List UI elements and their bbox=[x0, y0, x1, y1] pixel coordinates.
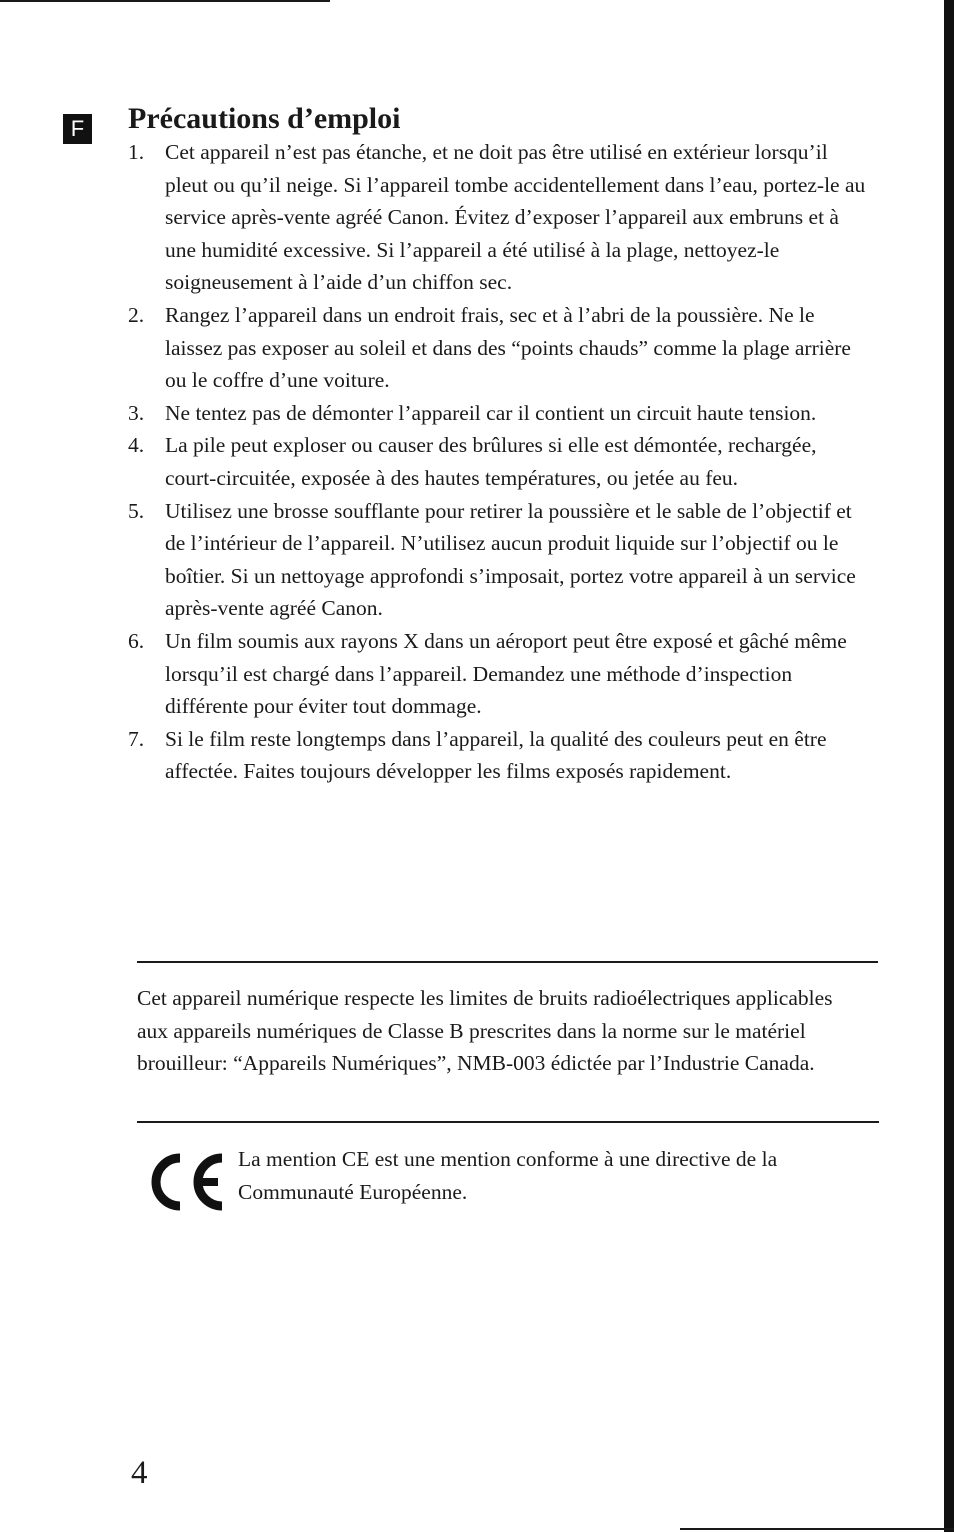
item-number: 5. bbox=[128, 498, 145, 523]
canada-notice: Cet appareil numérique respecte les limites de bruits radioélectriques applicables aux appareils numériques de Classe B prescrites dans la norme sur le matériel brouilleur: “Appareils Numériques”, NMB-003 édictée par l’Industrie Canada. bbox=[137, 986, 833, 1075]
language-badge: F bbox=[63, 114, 92, 144]
item-number: 4. bbox=[128, 433, 145, 458]
divider bbox=[137, 1121, 879, 1123]
ce-mark-icon bbox=[144, 1150, 228, 1214]
top-rule bbox=[0, 0, 330, 2]
item-number: 7. bbox=[128, 726, 145, 751]
item-number: 2. bbox=[128, 302, 145, 327]
page-edge bbox=[944, 0, 954, 1532]
item-text: Rangez l’appareil dans un endroit frais, sec et à l’abri de la poussière. Ne le laissez pas exposer au soleil et dans des “points chauds” comme la plage arrière ou le coffre d’une voiture. bbox=[165, 302, 851, 393]
list-item bbox=[128, 299, 873, 397]
item-number: 1. bbox=[128, 140, 145, 164]
item-text: Utilisez une brosse soufflante pour retirer la poussière et le sable de l’objectif et de l’intérieur de l’appareil. N’utilisez aucun produit liquide sur l’objectif ou le boîtier. Si un nettoyage approfondi s’imposait, portez votre appareil à un service après-vente agréé Canon. bbox=[165, 498, 856, 621]
item-text: La pile peut exploser ou causer des brûlures si elle est démontée, rechargée, court-circuitée, exposée à des hautes températures, ou jetée au feu. bbox=[165, 433, 817, 490]
list-item bbox=[128, 495, 873, 625]
bottom-rule bbox=[680, 1528, 954, 1530]
item-text: Si le film reste longtemps dans l’appareil, la qualité des couleurs peut en être affectée. Faites toujours développer les films exposés rapidement. bbox=[165, 726, 827, 784]
list-item bbox=[128, 136, 873, 299]
page-number: 4 bbox=[131, 1455, 148, 1491]
item-number: 3. bbox=[128, 400, 145, 425]
list-item bbox=[128, 723, 873, 788]
list-item bbox=[128, 397, 873, 430]
section-title: Précautions d’emploi bbox=[128, 102, 401, 135]
item-text: Cet appareil n’est pas étanche, et ne doit pas être utilisé en extérieur lorsqu’il pleut ou qu’il neige. Si l’appareil tombe accidentellement dans l’eau, portez-le au service après-vente agréé Canon. Évitez d’exposer l’appareil aux embruns et à une humidité excessive. Si l’appareil a été utilisé à la plage, nettoyez-le soigneusement à l’aide d’un chiffon sec. bbox=[165, 140, 866, 295]
item-number: 6. bbox=[128, 628, 145, 653]
list-item bbox=[128, 625, 873, 723]
item-text: Un film soumis aux rayons X dans un aéroport peut être exposé et gâché même lorsqu’il est chargé dans l’appareil. Demandez une méthode d’inspection différente pour éviter tout dommage. bbox=[165, 628, 847, 719]
ce-notice: La mention CE est une mention conforme à une directive de la Communauté Européenne. bbox=[238, 1147, 778, 1204]
divider bbox=[137, 961, 878, 963]
item-text: Ne tentez pas de démonter l’appareil car il contient un circuit haute tension. bbox=[165, 400, 817, 425]
precautions-list bbox=[128, 136, 873, 788]
list-item bbox=[128, 429, 873, 494]
